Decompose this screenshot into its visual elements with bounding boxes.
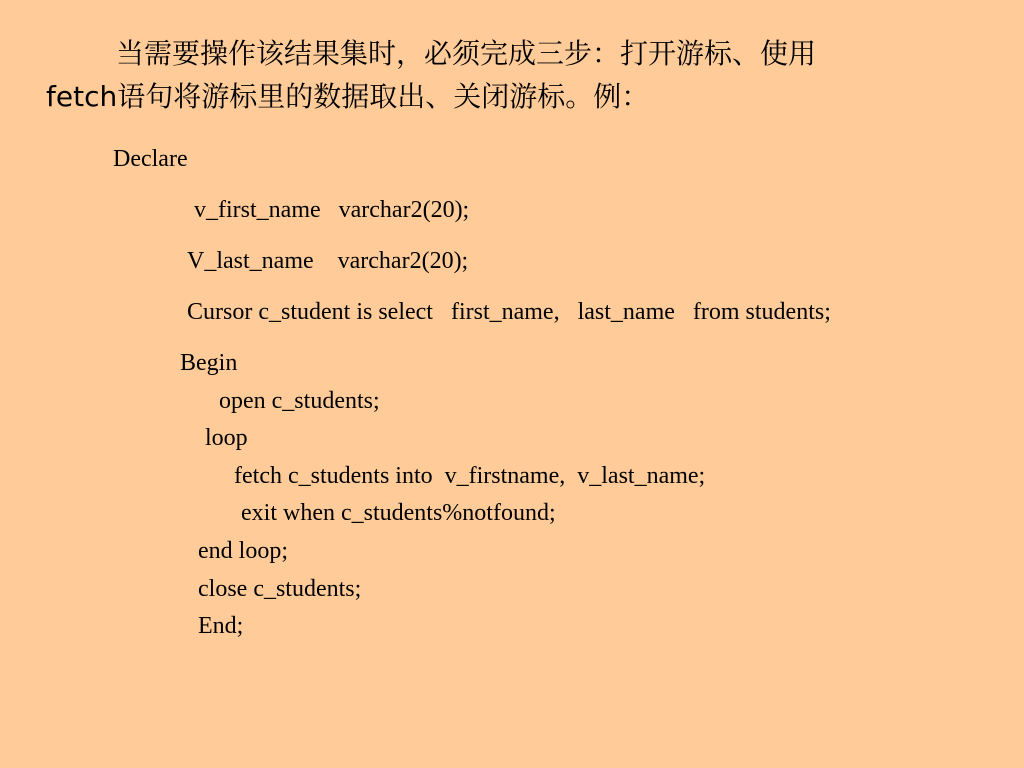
code-line-fetch: fetch c_students into v_firstname, v_last_name; bbox=[234, 463, 706, 489]
intro-line-1: 当需要操作该结果集时，必须完成三步：打开游标、使用 bbox=[116, 37, 817, 70]
intro-paragraph bbox=[46, 32, 976, 118]
code-line-exit: exit when c_students%notfound; bbox=[241, 500, 556, 526]
code-line-open: open c_students; bbox=[219, 388, 380, 414]
code-line-end: End; bbox=[198, 613, 244, 639]
code-line-loop: loop bbox=[205, 425, 248, 451]
code-line-declare: Declare bbox=[113, 146, 188, 172]
code-line-begin: Begin bbox=[180, 350, 238, 376]
code-line-end-loop: end loop; bbox=[198, 538, 288, 564]
intro-line-2: fetch语句将游标里的数据取出、关闭游标。例： bbox=[46, 80, 650, 113]
code-line-last-name-decl: V_last_name varchar2(20); bbox=[187, 248, 469, 274]
code-line-cursor-decl: Cursor c_student is select first_name, last_name from students; bbox=[187, 299, 831, 325]
code-line-first-name-decl: v_first_name varchar2(20); bbox=[194, 197, 470, 223]
code-line-close: close c_students; bbox=[198, 576, 362, 602]
